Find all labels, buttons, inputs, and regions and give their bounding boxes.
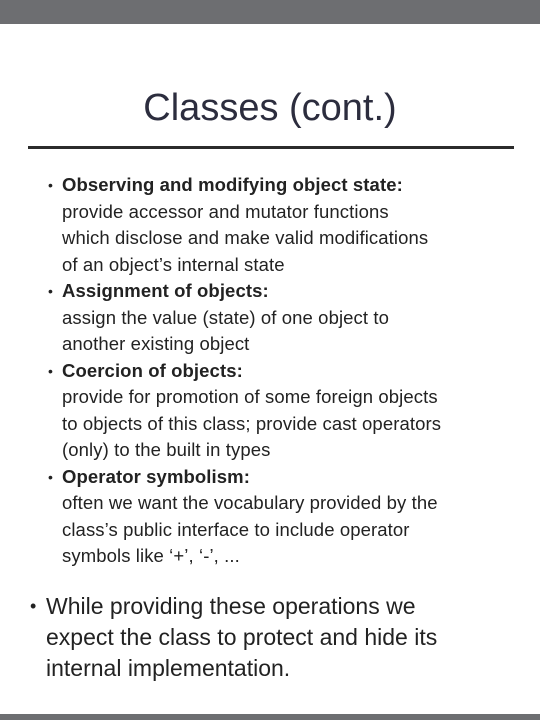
item-heading: Observing and modifying object state:	[62, 174, 403, 195]
bullet-icon: •	[48, 362, 54, 379]
bullet-icon: •	[48, 177, 54, 193]
item-heading: Assignment of objects:	[62, 280, 269, 301]
item-body: assign the value (state) of one object to another existing object	[62, 306, 390, 354]
sub-bullet-list	[48, 172, 518, 570]
main-point	[30, 591, 536, 684]
list-item	[48, 172, 518, 278]
top-bar	[0, 0, 540, 24]
bottom-bar	[0, 714, 540, 720]
slide-title: Classes (cont.)	[143, 87, 397, 129]
item-body: provide for promotion of some foreign objects to objects of this class; provide cast operators (only) to the built in types	[62, 386, 442, 460]
bullet-icon: •	[48, 283, 54, 299]
item-body: provide accessor and mutator functions which disclose and make valid modifications of an object’s internal state	[62, 200, 429, 275]
title-divider	[28, 146, 514, 149]
list-item	[48, 358, 518, 464]
item-body: often we want the vocabulary provided by the class’s public interface to include operator symbols like ‘+’, ‘-’, ...	[62, 492, 438, 566]
main-point-text: While providing these operations we expect the class to protect and hide its internal implementation.	[46, 593, 438, 681]
item-heading: Coercion of objects:	[62, 359, 243, 381]
bullet-icon: •	[48, 468, 54, 485]
item-heading: Operator symbolism:	[62, 465, 250, 487]
list-item	[48, 278, 518, 358]
list-item	[48, 464, 518, 570]
bullet-icon: •	[30, 596, 37, 616]
